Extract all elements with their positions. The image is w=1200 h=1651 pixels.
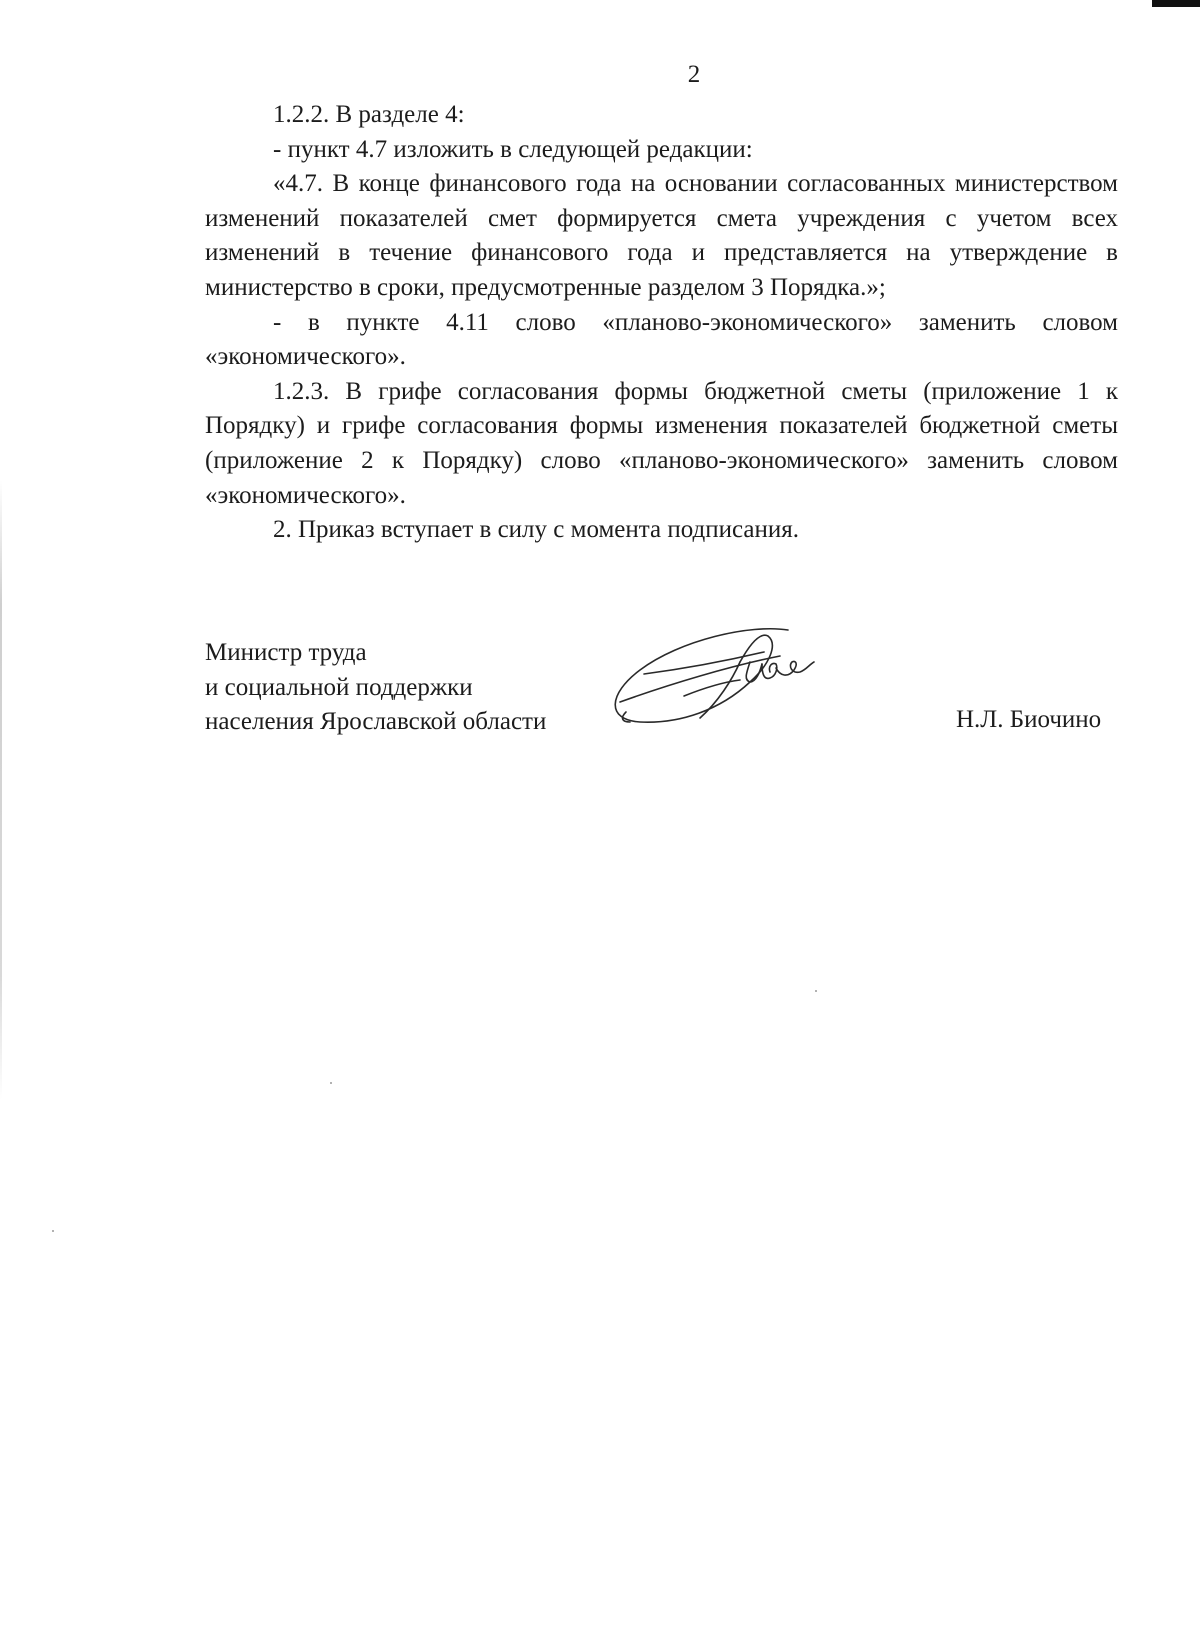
paragraph-item-4-11: - в пункте 4.11 слово «планово-экономического» заменить словом «экономического». — [205, 308, 1118, 371]
handwritten-signature — [600, 622, 850, 737]
scan-speck — [330, 1082, 332, 1084]
document-body — [205, 98, 1118, 548]
scan-speck — [815, 990, 817, 992]
paragraph-quote-4-7: «4.7. В конце финансового года на основании согласованных министерством изменений показателей смет формируется смета учреждения с учетом всех изменений в течение финансового года и представляется на утверждение в министерство в сроки, предусмотренные разделом 3 Порядка.»; — [205, 170, 1118, 301]
paragraph-1-2-2: 1.2.2. В разделе 4: — [273, 101, 465, 128]
position-line: и социальной поддержки — [205, 673, 473, 701]
paragraph-effective-date: 2. Приказ вступает в силу с момента подписания. — [273, 516, 799, 544]
position-line: населения Ярославской области — [205, 708, 547, 736]
page-number: 2 — [687, 61, 701, 88]
signer-name: Н.Л. Биочино — [956, 706, 1102, 733]
scan-speck — [52, 1230, 54, 1232]
signatory-position — [205, 636, 546, 740]
scan-artifact-corner — [1152, 0, 1200, 7]
scan-artifact-edge — [0, 480, 2, 1100]
position-line: Министр труда — [205, 639, 367, 666]
paragraph-item-4-7: - пункт 4.7 изложить в следующей редакции: — [273, 135, 753, 163]
paragraph-1-2-3: 1.2.3. В грифе согласования формы бюджетной сметы (приложение 1 к Порядку) и грифе согласования формы изменения показателей бюджетной сметы (приложение 2 к Порядку) слово «планово-экономического» заменить словом «экономического». — [205, 377, 1118, 509]
